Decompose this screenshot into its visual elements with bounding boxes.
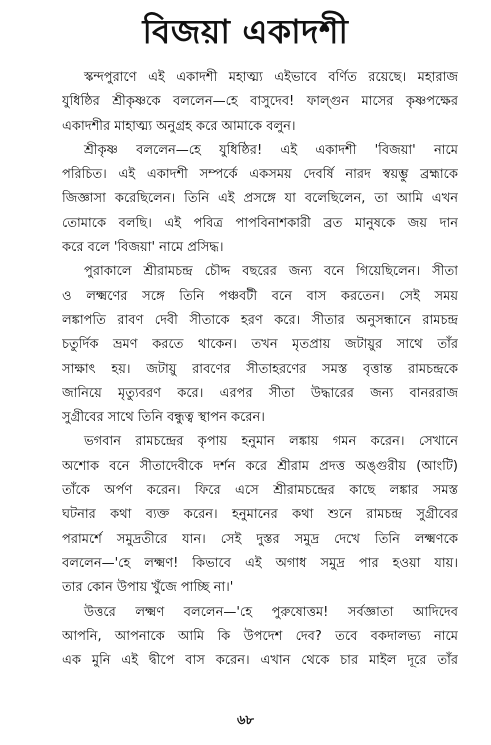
text-line: সাক্ষাৎ হয়। জটায়ু রাবণের সীতাহরণের সমস্ত বৃত্তান্ত রামচন্দ্রকে — [62, 361, 458, 377]
text-line: অশোক বনে সীতাদেবীকে দর্শন করে শ্রীরাম প্রদত্ত অঙ্গুরীয় (আংটি) — [62, 458, 458, 474]
text-line: বললেন—'হে লক্ষ্মণ! কিভাবে এই অগাধ সমুদ্র পার হওয়া যায়। — [62, 555, 458, 571]
text-line: শ্রীকৃষ্ণ বললেন—হে যুধিষ্ঠির! এই একাদশী 'বিজয়া' নামে — [84, 142, 458, 158]
text-line: স্কন্দপুরাণে এই একাদশী মহাত্ম্য এইভাবে বর্ণিত রয়েছে। মহারাজ — [84, 70, 458, 85]
text-line: যুধিষ্ঠির শ্রীকৃষ্ণকে বললেন—হে বাসুদেব! ফাল্গুন মাসের কৃষ্ণপক্ষের — [62, 94, 458, 110]
text-line: ভগবান রামচন্দ্রের কৃপায় হনুমান লঙ্কায় গমন করেন। সেখানে — [84, 434, 458, 450]
text-line: আপনি, আপনাকে আমি কি উপদেশ দেব? তবে বকদালভ্য নামে — [62, 628, 458, 644]
text-line: তার কোন উপায় খুঁজে পাচ্ছি না।' — [62, 580, 234, 596]
text-line: ঘটনার কথা ব্যক্ত করেন। হনুমানের কথা শুনে রামচন্দ্র সুগ্রীবের — [62, 507, 458, 523]
text-line: উত্তরে লক্ষ্মণ বললেন—'হে পুরুষোত্তম! সর্বজ্ঞাতা আদিদেব — [84, 604, 458, 620]
text-line: পুরাকালে শ্রীরামচন্দ্র চৌদ্দ বছরের জন্য বনে গিয়েছিলেন। সীতা — [84, 264, 458, 280]
text-line: তাঁকে অর্পণ করেন। ফিরে এসে শ্রীরামচন্দ্রের কাছে লঙ্কার সমস্ত — [62, 483, 458, 499]
body-text — [62, 66, 458, 673]
text-line: সুগ্রীবের সাথে তিনি বন্ধুত্ব স্থাপন করেন। — [62, 410, 265, 426]
text-line: এক মুনি এই দ্বীপে বাস করেন। এখান থেকে চার মাইল দূরে তাঁর — [62, 653, 458, 669]
paragraph-2 — [62, 139, 458, 260]
text-line: তোমাকে বলছি। এই পবিত্র পাপবিনাশকারী ব্রত মানুষকে জয় দান — [62, 215, 458, 231]
text-line: চতুর্দিক ভ্রমণ করতে থাকেন। তখন মৃতপ্রায় জটায়ুর সাথে তাঁর — [62, 337, 458, 353]
text-line: লঙ্কাপতি রাবণ দেবী সীতাকে হরণ করে। সীতার অনুসন্ধানে রামচন্দ্র — [62, 312, 458, 328]
paragraph-4 — [62, 430, 458, 600]
paragraph-3 — [62, 260, 458, 430]
page-number: ৬৮ — [237, 713, 254, 728]
text-line: পরামর্শে সমুদ্রতীরে যান। সেই দুস্তর সমুদ্র দেখে তিনি লক্ষ্মণকে — [62, 531, 458, 547]
text-line: জানিয়ে মৃত্যুবরণ করে। এরপর সীতা উদ্ধারের জন্য বানররাজ — [62, 385, 458, 401]
paragraph-1 — [62, 66, 458, 139]
text-line: করে বলে 'বিজয়া' নামে প্রসিদ্ধ। — [62, 240, 224, 256]
text-line: পরিচিত। এই একাদশী সম্পর্কে একসময় দেবর্ষি নারদ স্বয়ম্ভু ব্রহ্মাকে — [62, 167, 458, 183]
text-line: ও লক্ষ্মণের সঙ্গে তিনি পঞ্চবটী বনে বাস করতেন। সেই সময় — [62, 288, 458, 304]
text-line: একাদশীর মাহাত্ম্য অনুগ্রহ করে আমাকে বলুন। — [62, 118, 296, 134]
page-title: বিজয়া একাদশী — [142, 12, 349, 51]
text-line: জিজ্ঞাসা করেছিলেন। তিনি এই প্রসঙ্গে যা বলেছিলেন, তা আমি এখন — [62, 191, 458, 207]
paragraph-5 — [62, 601, 458, 674]
